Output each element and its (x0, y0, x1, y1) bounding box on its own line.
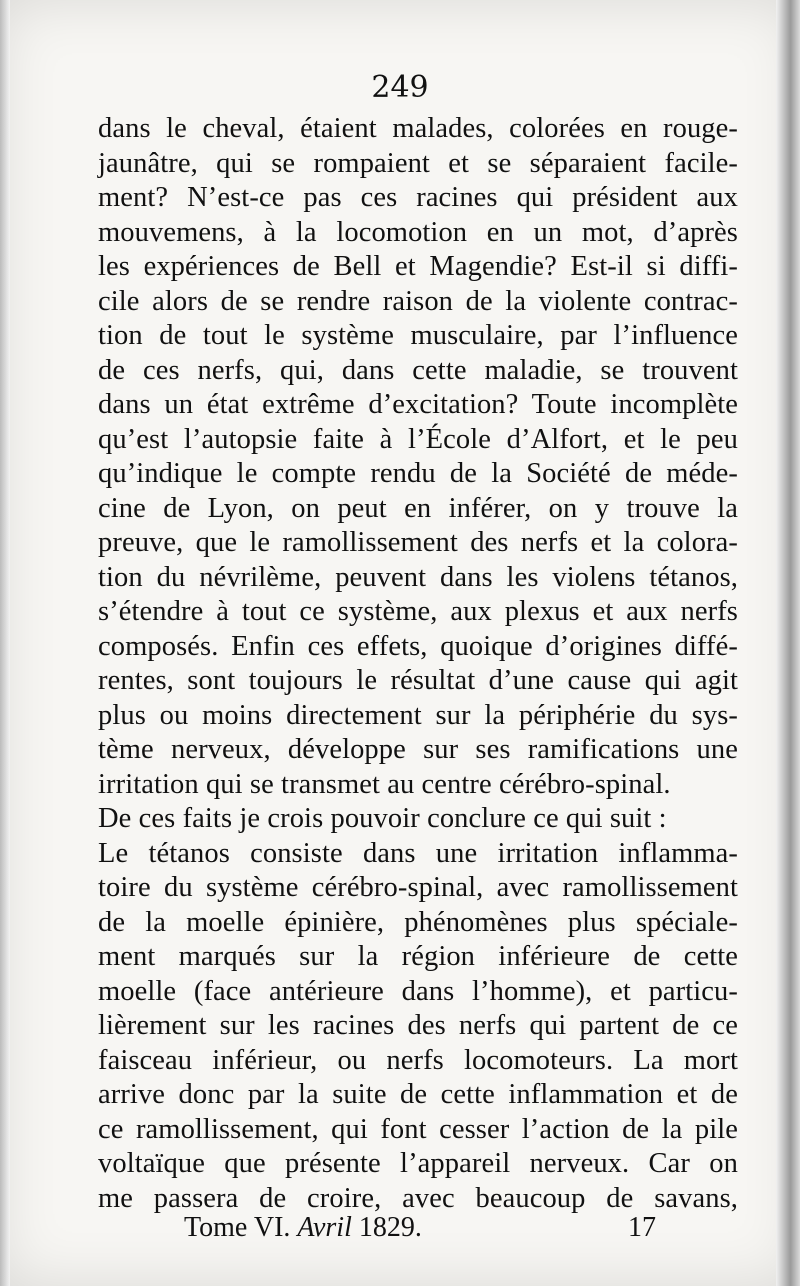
text-line: tème nerveux, développe sur ses ramifications une (98, 734, 738, 765)
text-line: Le tétanos consiste dans une irritation inflamma- (98, 837, 738, 869)
text-line: rentes, sont toujours le résultat d’une cause qui agit (98, 665, 738, 696)
year-label: 1829. (358, 1212, 422, 1243)
text-line: tion du névrilème, peuvent dans les violens tétanos, (98, 561, 738, 593)
text-line: irritation qui se transmet au centre cérébro-spinal. (98, 768, 671, 800)
signature-mark: 17 (628, 1212, 656, 1243)
text-line: composés. Enfin ces effets, quoique d’origines diffé- (98, 630, 738, 662)
text-line: qu’est l’autopsie faite à l’École d’Alfort, et le peu (98, 423, 738, 455)
text-line: jaunâtre, qui se rompaient et se séparaient facile- (98, 147, 738, 179)
text-line: qu’indique le compte rendu de la Société de méde- (98, 458, 738, 489)
text-line: moelle (face antérieure dans l’homme), et particu- (98, 975, 738, 1007)
text-line: mouvemens, à la locomotion en un mot, d’après (98, 216, 738, 248)
page-number: 249 (371, 70, 429, 105)
page-right-edge (776, 0, 800, 1286)
text-line: preuve, que le ramollissement des nerfs et la colora- (98, 527, 738, 558)
tome-label: Tome VI. (184, 1212, 291, 1243)
text-line: faisceau inférieur, ou nerfs locomoteurs. La mort (98, 1044, 738, 1076)
text-line: les expériences de Bell et Magendie? Est-il si diffi- (98, 251, 738, 282)
text-line: cine de Lyon, on peut en inférer, on y trouve la (98, 492, 738, 524)
text-line: arrive donc par la suite de cette inflammation et de (98, 1079, 738, 1110)
text-line: ment marqués sur la région inférieure de cette (98, 941, 738, 972)
text-line: cile alors de se rendre raison de la violente contrac- (98, 285, 738, 317)
text-line: voltaïque que présente l’appareil nerveux. Car on (98, 1148, 738, 1179)
volume-date (184, 1212, 422, 1244)
month-label: Avril (297, 1212, 352, 1243)
text-line: plus ou moins directement sur la périphérie du sys- (98, 699, 738, 731)
text-line: dans le cheval, étaient malades, colorées en rouge- (98, 113, 738, 144)
text-line: de ces nerfs, qui, dans cette maladie, se trouvent (98, 354, 738, 386)
text-line: me passera de croire, avec beaucoup de savans, (98, 1182, 738, 1214)
text-line: dans un état extrême d’excitation? Toute incomplète (98, 389, 738, 420)
body-text (98, 112, 738, 1216)
text-line: ce ramollissement, qui font cesser l’action de la pile (98, 1113, 738, 1145)
text-line: De ces faits je crois pouvoir conclure ce qui suit : (98, 803, 667, 834)
page-left-edge (0, 0, 10, 1286)
text-line: s’étendre à tout ce système, aux plexus et aux nerfs (98, 596, 738, 627)
text-line: toire du système cérébro-spinal, avec ramollissement (98, 872, 738, 903)
text-line: tion de tout le système musculaire, par l’influence (98, 320, 738, 351)
text-line: de la moelle épinière, phénomènes plus spéciale- (98, 906, 738, 938)
text-line: ment? N’est-ce pas ces racines qui président aux (98, 182, 738, 213)
text-line: lièrement sur les racines des nerfs qui partent de ce (98, 1010, 738, 1041)
page-footer (0, 1212, 800, 1252)
